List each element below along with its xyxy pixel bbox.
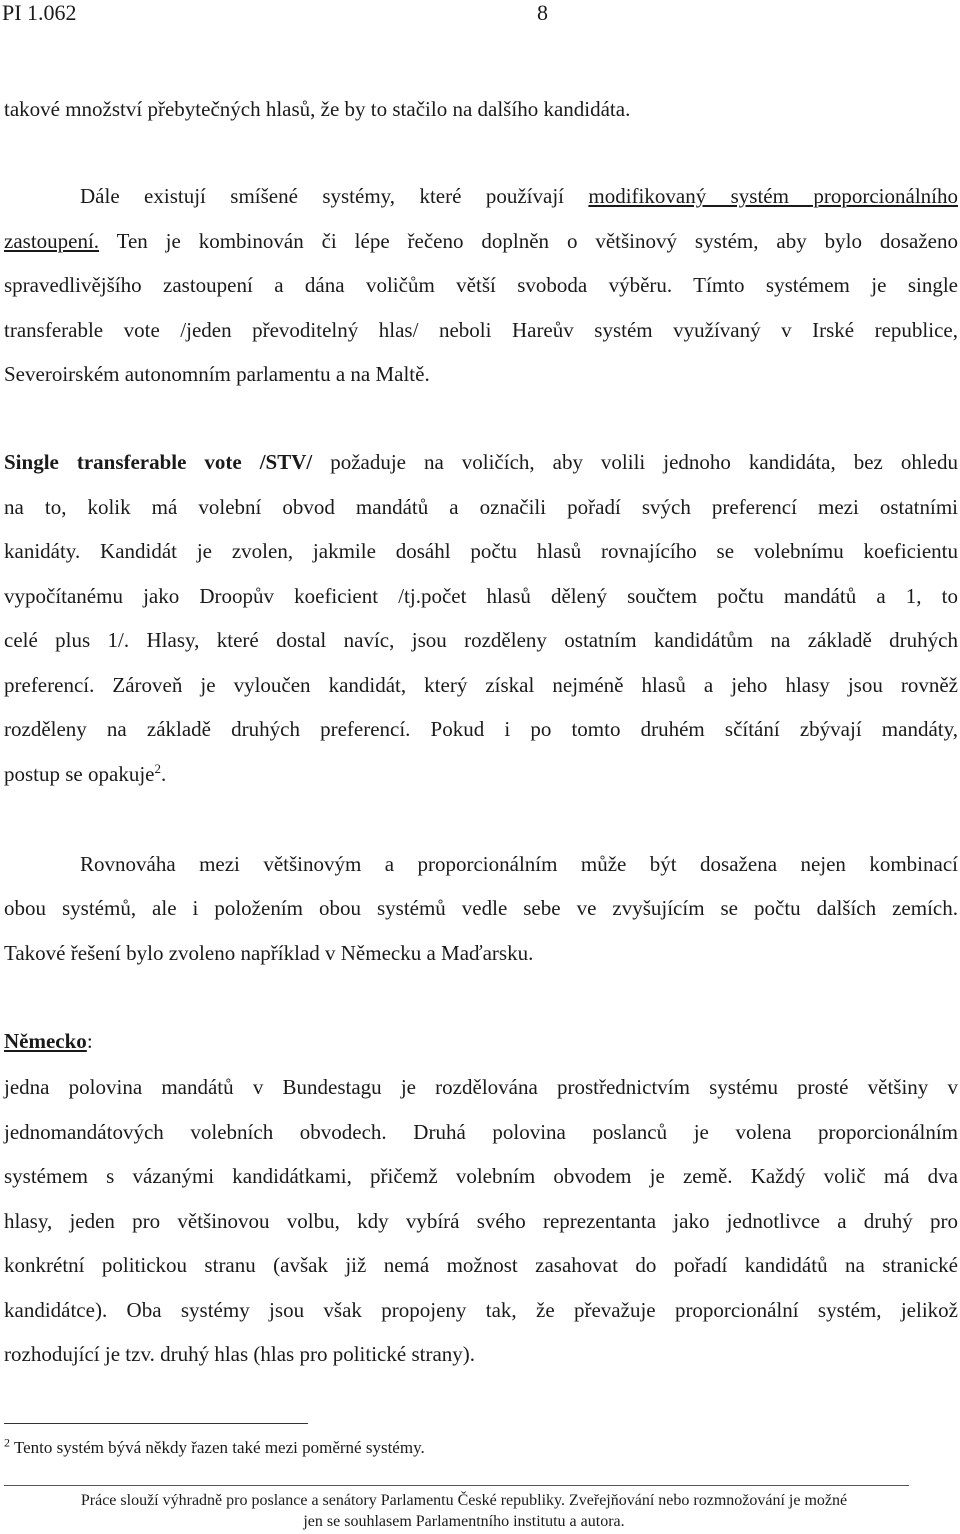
paragraph-3-line-6: preferencí. Zároveň je vyloučen kandidát, který získal nejméně hlasů a jeho hlasy jsou rovněž [4,673,958,697]
paragraph-5-line-7: rozhodující je tzv. druhý hlas (hlas pro politické strany). [4,1342,476,1366]
footnote-ref: 2 [154,761,161,776]
paragraph-4-line-3: Takové řešení bylo zvoleno například v Německu a Maďarsku. [4,941,534,965]
underlined-term-end: zastoupení. [4,229,100,253]
footer-separator [4,1485,909,1486]
paragraph-4-line-1: Rovnováha mezi většinovým a proporcionálním může být dosažena nejen kombinací [80,852,958,876]
bold-term: Single transferable vote /STV/ [4,450,313,474]
paragraph-2-text: Dále existují smíšené systémy, které používají [80,184,589,208]
underlined-term: modifikovaný systém proporcionálního [588,184,958,208]
paragraph-3-line-4: vypočítanému jako Droopův koeficient /tj.počet hlasů dělený součtem počtu mandátů a 1, to [4,584,958,608]
paragraph-3-text: postup se opakuje [4,762,155,786]
paragraph-5-line-6: kandidátce). Oba systémy jsou však propojeny tak, že převažuje proporcionální systém, jelikož [4,1298,958,1322]
paragraph-2-line-5: Severoirském autonomním parlamentu a na Maltě. [4,362,430,386]
paragraph-3-line-8 [4,761,166,787]
footnote-separator [4,1423,308,1424]
paragraph-1-line-1: takové množství přebytečných hlasů, že by to stačilo na dalšího kandidáta. [4,97,631,121]
paragraph-3-line-2: na to, kolik má volební obvod mandátů a označili pořadí svých preferencí mezi ostatními [4,495,958,519]
paragraph-2-line-4: transferable vote /jeden převoditelný hlas/ neboli Hareův systém využívaný v Irské republice, [4,318,958,342]
footnote-text: Tento systém bývá někdy řazen také mezi poměrné systémy. [10,1438,425,1457]
paragraph-3-text: požaduje na voličích, aby volili jednoho kandidáta, bez ohledu [312,450,958,474]
section-title: Německo [4,1029,87,1053]
footnote-marker: 2 [4,1435,10,1450]
paragraph-3-line-5: celé plus 1/. Hlasy, které dostal navíc, jsou rozděleny ostatním kandidátům na základě druhých [4,628,958,652]
footnote [4,1437,425,1459]
paragraph-3-line-7: rozděleny na základě druhých preferencí. Pokud i po tomto druhém sčítání zbývají mandáty, [4,717,958,741]
footer-line-1: Práce slouží výhradně pro poslance a senátory Parlamentu České republiky. Zveřejňování nebo rozmnožování je možné [80,1492,848,1509]
footer-line-2: jen se souhlasem Parlamentního institutu a autora. [303,1513,625,1530]
paragraph-5-line-4: hlasy, jeden pro většinovou volbu, kdy vybírá svého reprezentanta jako jednotlivce a druhý pro [4,1209,958,1233]
paragraph-2-line-1 [80,183,958,209]
paragraph-2-line-3: spravedlivějšího zastoupení a dána voličům větší svoboda výběru. Tímto systémem je single [4,273,958,297]
section-colon: : [86,1029,93,1053]
page-number: 8 [537,0,548,25]
paragraph-2-line-2 [4,228,958,254]
paragraph-5-line-1: jedna polovina mandátů v Bundestagu je rozdělována prostřednictvím systému prosté většiny v [4,1075,958,1099]
paragraph-5-line-3: systémem s vázanými kandidátkami, přičemž volebním obvodem je země. Každý volič má dva [4,1164,958,1188]
paragraph-3-line-3: kanidáty. Kandidát je zvolen, jakmile dosáhl počtu hlasů rovnajícího se volebnímu koeficientu [4,539,958,563]
paragraph-3-line-1 [4,449,958,475]
paragraph-5-line-2: jednomandátových volebních obvodech. Druhá polovina poslanců je volena proporcionálním [4,1120,958,1144]
paragraph-4-line-2: obou systémů, ale i položením obou systémů vedle sebe ve zvyšujícím se počtu dalších zemích. [4,896,958,920]
document-id: PI 1.062 [2,0,77,25]
section-heading [4,1028,93,1054]
paragraph-5-line-5: konkrétní politickou stranu (avšak již nemá možnost zasahovat do pořadí kandidátů na stranické [4,1253,958,1277]
paragraph-2-text: Ten je kombinován či lépe řečeno doplněn o většinový systém, aby bylo dosaženo [99,229,958,253]
paragraph-3-end: . [160,762,167,786]
